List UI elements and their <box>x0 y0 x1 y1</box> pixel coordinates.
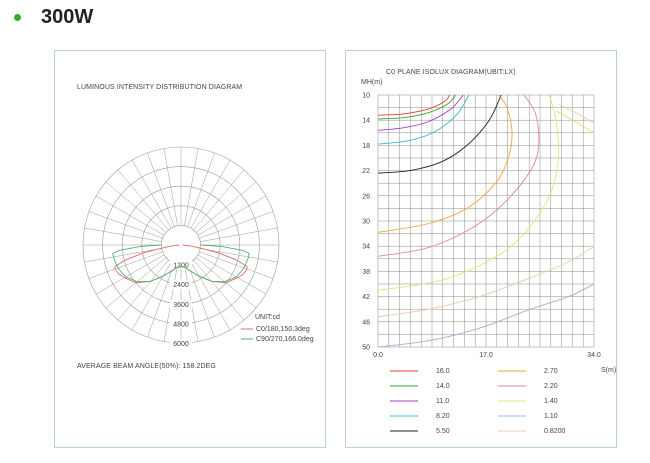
polar-spoke <box>84 228 161 242</box>
isolux-curve <box>378 95 539 256</box>
polar-spoke <box>191 160 230 228</box>
isolux-x-tick: 17.0 <box>479 352 493 359</box>
isolux-diagram-panel <box>345 50 617 448</box>
isolux-legend-label: 5.50 <box>436 428 450 435</box>
isolux-legend-label: 2.20 <box>544 383 558 390</box>
isolux-legend-label: 2.70 <box>544 368 558 375</box>
polar-diagram-panel <box>54 50 326 448</box>
isolux-chart <box>346 51 616 447</box>
polar-title: LUMINOUS INTENSITY DISTRIBUTION DIAGRAM <box>77 84 243 91</box>
polar-spoke <box>194 170 244 230</box>
polar-spoke <box>132 262 171 330</box>
polar-spoke <box>199 211 273 238</box>
polar-grid <box>83 147 279 343</box>
isolux-curve <box>378 95 469 144</box>
isolux-y-tick: 22 <box>362 168 370 176</box>
polar-spoke <box>118 260 168 320</box>
polar-legend-label: C0/180,150.3deg <box>256 326 310 333</box>
isolux-curve <box>378 95 501 173</box>
isolux-y-axis-label: MH(m) <box>361 79 383 86</box>
polar-spoke <box>96 255 164 294</box>
polar-ring <box>161 225 200 264</box>
polar-spoke <box>191 262 230 330</box>
polar-spoke <box>198 255 266 294</box>
isolux-legend-label: 0.8200 <box>544 428 566 435</box>
isolux-curve <box>378 95 456 119</box>
polar-legend-label: C90/270,166.0deg <box>256 336 314 343</box>
polar-spoke <box>118 170 168 230</box>
polar-spoke <box>184 148 198 225</box>
isolux-curve <box>378 95 463 130</box>
isolux-y-tick: 38 <box>362 268 370 276</box>
isolux-legend-label: 1.40 <box>544 398 558 405</box>
polar-spoke <box>198 196 266 235</box>
isolux-x-tick: 0.0 <box>373 352 383 359</box>
beam-angle-label: AVERAGE BEAM ANGLE(50%): 158.2DEG <box>77 363 216 370</box>
page-title: 300W <box>41 6 94 28</box>
polar-spoke <box>194 260 244 320</box>
polar-spoke <box>89 252 163 279</box>
isolux-legend-label: 14.0 <box>436 383 450 390</box>
polar-chart <box>55 51 325 447</box>
isolux-y-tick: 46 <box>362 319 370 327</box>
bullet-icon <box>14 14 21 21</box>
isolux-grid <box>378 95 594 347</box>
isolux-legend-label: 8.20 <box>436 413 450 420</box>
polar-spoke <box>196 182 256 232</box>
polar-tick-label: 2400 <box>173 282 189 290</box>
isolux-x-axis-label: S(m) <box>601 367 617 374</box>
polar-spoke <box>147 153 174 227</box>
isolux-curve <box>559 105 594 124</box>
isolux-curve <box>378 95 559 290</box>
polar-spoke <box>200 228 277 242</box>
polar-spoke <box>84 248 161 262</box>
section-heading <box>14 6 93 29</box>
polar-spoke <box>132 160 171 228</box>
isolux-y-tick: 42 <box>362 294 370 302</box>
isolux-legend-label: 16.0 <box>436 368 450 375</box>
polar-spoke <box>106 182 166 232</box>
polar-spoke <box>96 196 164 235</box>
isolux-title: C0 PLANE ISOLUX DIAGRAM(UBIT:LX) <box>386 69 516 76</box>
isolux-legend-label: 11.0 <box>436 398 450 405</box>
isolux-y-tick: 30 <box>362 218 370 226</box>
isolux-legend-label: 1.10 <box>544 413 558 420</box>
isolux-y-tick: 18 <box>362 142 370 150</box>
polar-spoke <box>200 248 277 262</box>
isolux-y-tick: 26 <box>362 193 370 201</box>
polar-tick-label: 6000 <box>173 341 189 348</box>
polar-spoke <box>89 211 163 238</box>
polar-tick-label: 1200 <box>173 262 189 270</box>
polar-spoke <box>164 148 178 225</box>
polar-unit-label: UNIT:cd <box>255 314 280 321</box>
isolux-x-tick: 34.0 <box>587 352 601 359</box>
polar-tick-label: 3600 <box>173 301 189 309</box>
isolux-y-tick: 34 <box>362 243 370 251</box>
polar-spoke <box>188 153 215 227</box>
polar-spoke <box>199 252 273 279</box>
polar-tick-label: 4800 <box>173 321 189 329</box>
isolux-y-tick: 10 <box>362 92 370 100</box>
isolux-y-tick: 14 <box>362 117 370 125</box>
isolux-y-tick: 50 <box>362 344 370 352</box>
